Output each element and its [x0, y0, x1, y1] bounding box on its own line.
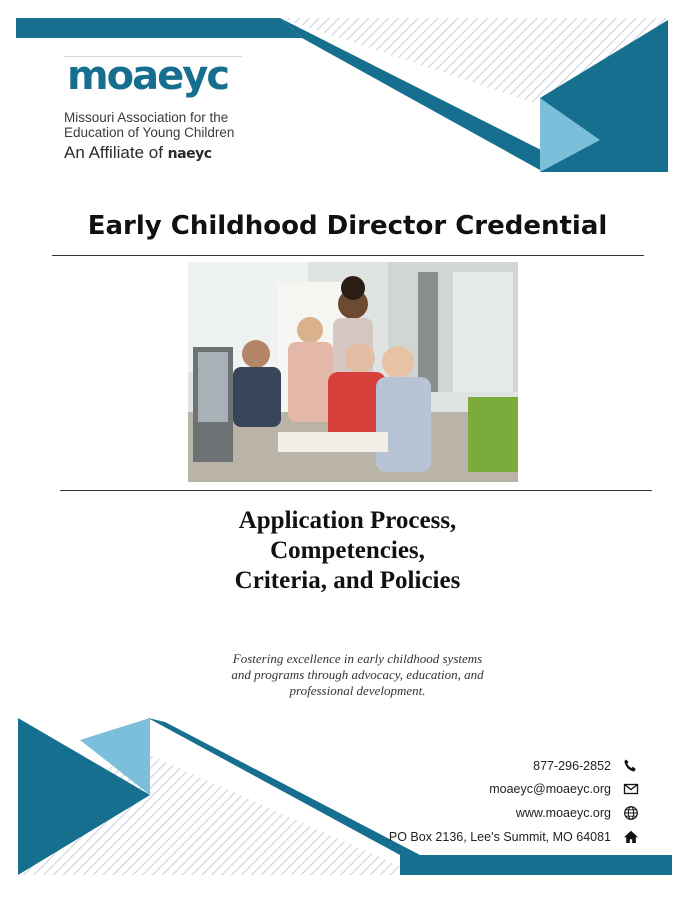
tagline-line: professional development.	[289, 683, 426, 698]
email-address[interactable]: moaeyc@moaeyc.org	[489, 782, 611, 796]
phone-number[interactable]: 877-296-2852	[533, 759, 611, 773]
contact-email	[489, 779, 639, 799]
envelope-icon	[623, 781, 639, 797]
logo-subtitle-line: Missouri Association for the	[64, 110, 229, 125]
logo-subtitle-line: Education of Young Children	[64, 125, 235, 140]
subtitle-line: Application Process,	[238, 507, 457, 534]
page-title: Early Childhood Director Credential	[87, 211, 608, 241]
title-divider	[52, 255, 644, 256]
contact-address	[389, 827, 639, 847]
affiliate-prefix: An Affiliate of	[64, 143, 163, 162]
website-link[interactable]: www.moaeyc.org	[515, 806, 611, 820]
globe-icon	[623, 805, 639, 821]
footer-decoration	[0, 700, 695, 900]
section-divider	[60, 490, 652, 491]
subtitle-line: Criteria, and Policies	[234, 567, 461, 594]
logo-subtitle	[64, 110, 264, 140]
home-icon	[623, 829, 639, 845]
tagline-line: Fostering excellence in early childhood systems	[232, 651, 483, 666]
contact-phone	[533, 756, 639, 776]
header-decoration	[0, 0, 695, 200]
logo-wordmark: moaeyc	[67, 53, 229, 99]
affiliate-line	[64, 143, 212, 163]
document-subtitle	[100, 506, 595, 596]
mailing-address: PO Box 2136, Lee’s Summit, MO 64081	[388, 830, 611, 844]
phone-icon	[623, 758, 639, 774]
contact-website	[516, 803, 639, 823]
subtitle-line: Competencies,	[270, 537, 425, 564]
tagline-line: and programs through advocacy, education, and	[231, 667, 484, 682]
mission-tagline	[180, 651, 535, 699]
team-photo	[188, 262, 518, 482]
naeyc-logo: naeyc	[167, 146, 212, 162]
